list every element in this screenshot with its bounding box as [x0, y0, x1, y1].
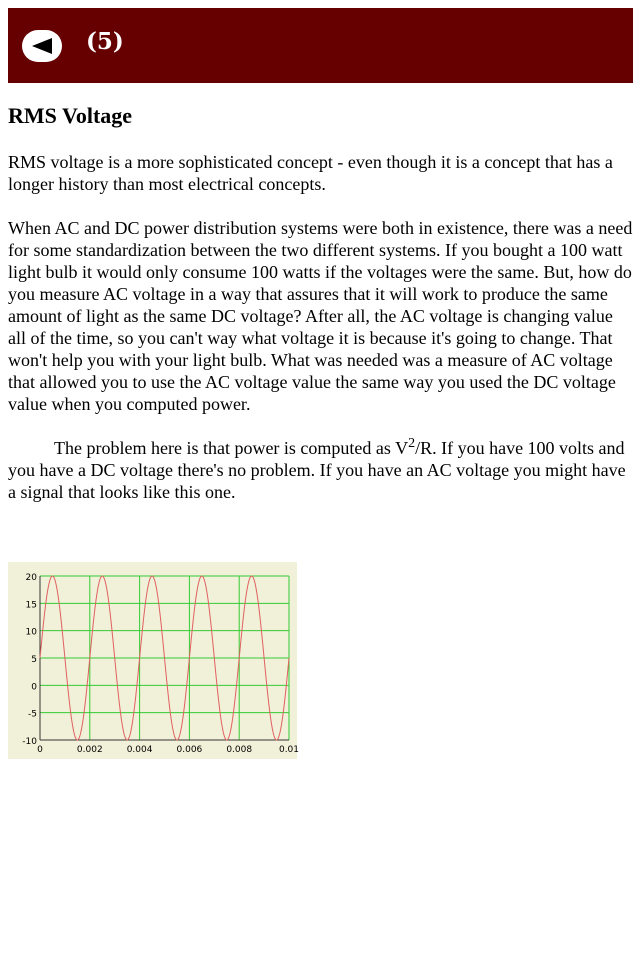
chart-svg [8, 562, 300, 759]
app-header [8, 8, 633, 83]
x-tick-label: 0.008 [226, 745, 253, 755]
y-tick-label: 0 [31, 682, 37, 693]
back-button[interactable] [22, 30, 62, 62]
page-number: (5) [86, 28, 124, 55]
paragraph-intro: RMS voltage is a more sophisticated concept - even though it is a concept that has a longer history than most electrical concepts. [8, 152, 613, 194]
p3-text-start: The problem here is that power is computed as V [54, 438, 409, 458]
x-tick-label: 0.006 [176, 745, 203, 755]
y-tick-label: -5 [28, 709, 37, 720]
x-tick-label: 0.01 [278, 745, 300, 755]
x-tick-label: 0.002 [76, 745, 103, 755]
p3-superscript: 2 [408, 436, 416, 451]
y-tick-label: -10 [22, 737, 37, 747]
p3-text-end: /R. If you have 100 volts and you have a DC voltage there's no problem. If you have an AC voltage you might have a signal that looks like this one. [8, 438, 626, 502]
y-tick-label: 10 [25, 627, 37, 638]
voltage-chart [8, 562, 300, 759]
x-tick-label: 0.004 [126, 745, 153, 755]
paragraph-power [8, 437, 633, 503]
page-title: RMS Voltage [8, 103, 133, 128]
y-tick-label: 20 [25, 573, 37, 583]
y-tick-label: 5 [31, 655, 37, 665]
paragraph-history: When AC and DC power distribution systems were both in existence, there was a need for some standardization between the two different systems. If you bought a 100 watt light bulb it would only consume 100 watts if the voltages were the same. But, how do you measure AC voltage in a way that assures that it will work to produce the same amount of light as the same DC voltage? After all, the AC voltage is changing value all of the time, so you can't way what voltage it is because it's going to change. That won't help you with your light bulb. What was needed was a measure of AC voltage that allowed you to use the AC voltage value the same way you used the DC voltage value when you computed power. [8, 218, 633, 414]
x-tick-label: 0 [37, 745, 43, 755]
back-arrow-icon [32, 38, 52, 54]
article-content [8, 100, 633, 525]
y-tick-label: 15 [25, 600, 37, 611]
